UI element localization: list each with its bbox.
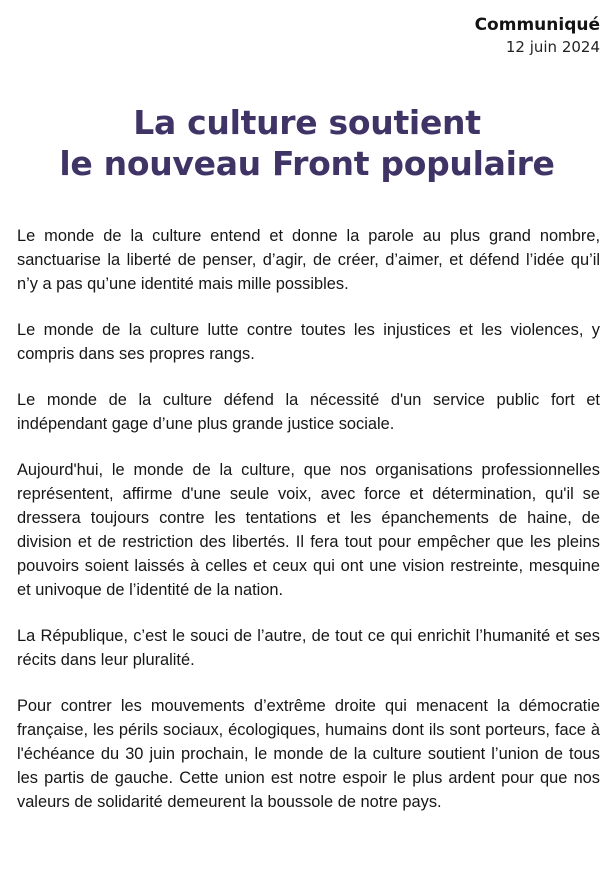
communique-label: Communiqué — [474, 15, 600, 35]
document-title — [0, 102, 614, 184]
paragraph: Pour contrer les mouvements d’extrême droite qui menacent la démocratie française, les périls sociaux, écologiques, humains dont ils sont porteurs, face à l'échéance du 30 juin prochain, le monde de la culture soutient l’union de tous les partis de gauche. Cette union est notre espoir le plus ardent pour que nos valeurs de solidarité demeurent la boussole de notre pays. — [17, 697, 600, 811]
publication-date: 12 juin 2024 — [505, 38, 600, 56]
paragraph: Le monde de la culture entend et donne la parole au plus grand nombre, sanctuarise la liberté de penser, d’agir, de créer, d’aimer, et défend l’idée qu’il n’y a pas qu’une identité mais mille possibles. — [17, 227, 600, 293]
paragraph: Le monde de la culture lutte contre toutes les injustices et les violences, y compris dans ses propres rangs. — [17, 321, 600, 363]
title-line-2: le nouveau Front populaire — [59, 144, 555, 183]
paragraph: Aujourd'hui, le monde de la culture, que nos organisations professionnelles représentent, affirme d'une seule voix, avec force et détermination, qu'il se dressera toujours contre les tentations et les épanchements de haine, de division et de restriction des libertés. Il fera tout pour empêcher que les pleins pouvoirs soient laissés à celles et ceux qui ont une vision restreinte, mesquine et univoque de l’identité de la nation. — [17, 461, 600, 599]
paragraph: La République, c’est le souci de l’autre, de tout ce qui enrichit l’humanité et ses récits dans leur pluralité. — [17, 627, 600, 669]
title-line-1: La culture soutient — [133, 103, 481, 142]
paragraph: Le monde de la culture défend la nécessité d'un service public fort et indépendant gage d’une plus grande justice sociale. — [17, 391, 600, 433]
document-body — [17, 224, 600, 836]
document-header — [475, 14, 600, 58]
